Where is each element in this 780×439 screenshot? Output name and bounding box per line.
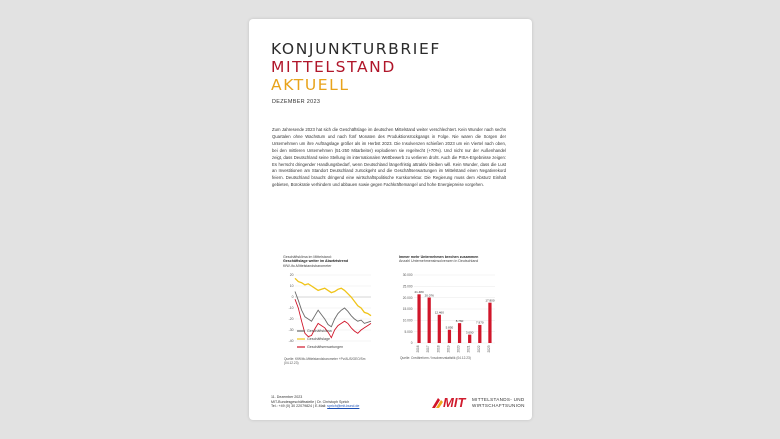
bar-chart-data-label: 12.460 (434, 310, 444, 315)
bar-chart-data-label: 7.970 (476, 320, 484, 325)
line-chart-y-tick-label: 0 (291, 295, 294, 300)
line-chart-heading (283, 255, 375, 268)
bar-chart-bar (438, 315, 441, 343)
bar-chart-category-label: 2017 (426, 345, 431, 353)
bar-chart-y-tick-label: 5.000 (404, 329, 413, 334)
line-chart-y-tick-label: 20 (289, 273, 294, 278)
logo-mark: MIT (443, 395, 466, 410)
mit-logo (431, 395, 527, 411)
bar-chart-caption: Anzahl Unternehmensinsolvenzen in Deutschland (399, 259, 479, 264)
line-chart-legend-label: Geschäftslage (307, 337, 330, 342)
bar-chart-svg (399, 267, 499, 355)
logo-text: MITTELSTANDS- UND WIRTSCHAFTSUNION (472, 397, 525, 408)
document-page (249, 19, 532, 420)
line-chart-subtitle: Geschäftslage weiter im Abwärtstrend (283, 259, 349, 264)
bar-chart-data-label: 3.690 (465, 330, 474, 335)
bar-chart-category-label: 2023 (486, 345, 491, 353)
bar-chart-bar (448, 330, 451, 343)
bar-chart-data-label: 21.480 (414, 290, 424, 295)
footer-contact (271, 395, 359, 409)
bar-chart-category-label: 2021 (466, 345, 471, 353)
issue-date: DEZEMBER 2023 (272, 99, 321, 105)
line-chart-legend-label: Geschäftsklima (307, 329, 332, 334)
line-chart-legend-label: Geschäftserwartungen (307, 345, 344, 350)
bar-chart-y-tick-label: 15.000 (402, 307, 413, 312)
bar-chart-bar (468, 335, 471, 343)
bar-chart-heading (399, 255, 499, 264)
bar-chart-data-label: 8.760 (455, 318, 464, 323)
bar-chart-bar (478, 325, 481, 343)
line-chart-y-tick-label: -20 (288, 317, 294, 322)
bar-chart-y-tick-label: 25.000 (402, 284, 413, 289)
line-chart-title: Geschäftsklima im Mittelstand: (283, 255, 332, 259)
footer-contact-line: Tel.: +49 (0) 30 22079824 | E-Mail: sprich@mit-bund.de (271, 404, 360, 408)
title-line-3: AKTUELL (271, 76, 350, 94)
bar-chart-source: Quelle: Creditreform / Insolvenzstatistik (04.12.23) (400, 356, 471, 360)
footer-email-link[interactable]: sprich@mit-bund.de (327, 404, 360, 408)
line-chart-y-tick-label: -30 (288, 328, 294, 333)
bar-chart-y-tick-label: 0 (410, 341, 413, 346)
bar-chart (399, 255, 499, 365)
bar-chart-category-label: 2019 (446, 345, 451, 353)
bar-chart-category-label: 2022 (476, 345, 481, 353)
bar-chart-y-tick-label: 30.000 (402, 273, 413, 278)
footer-date: 11. Dezember 2023 (271, 395, 303, 399)
body-paragraph: Zum Jahresende 2023 hat sich die Geschäftslage im deutschen Mittelstand weiter verschlechtert. Kein Wunder nach sechs Quartalen ohne Wachstum und nach fünf Monaten des Produktionsrückgangs in Folge. Nie waren die Sorgen der Unternehmen um ihre Auftragslage größer als im Herbst 2023. Die Insolvenzen schießen 2023 um ein Viertel nach oben, bei den mittleren Unternehmen (51-250 Mitarbeiter) explodieren sie regelrecht (+70%). Und nicht nur der Außenhandel zeigt, dass Deutschland seine Stellung im internationalen Wettbewerb zu verlieren droht. Auch die PISA-Ergebnisse zeigen: Es herrscht dringender Handlungsbedarf, wenn Deutschland längerfristig attraktiv bleiben will. Kein Wunder, dass die Lust an Investitionen am Standort Deutschland zurückgeht und die Geschäftserwartungen im Mittelstand einen Negativrekord feiern. Deutschland braucht dringend eine wirtschaftspolitische Kurskorrektur. Die Regierung muss dem Absturz Einhalt gebieten, Bürokratie verhindern und abbauen sowie gegen Fachkräftemangel und hohe Energiepreise vorgehen. (272, 127, 506, 188)
bar-chart-bar (488, 303, 491, 343)
bar-chart-bar (428, 297, 431, 343)
line-chart-y-tick-label: -10 (288, 306, 294, 311)
footer-office: MIT-Bundesgeschäftsstelle | Dr. Christoph Sprich (271, 399, 350, 404)
bar-chart-category-label: 2018 (436, 345, 441, 353)
line-chart-svg (283, 271, 375, 357)
title-line-2: MITTELSTAND (271, 58, 396, 76)
bar-chart-bar (458, 323, 461, 343)
line-chart-source: Quelle: KfW/ifo-Mittelstandsbarometer +Pv/AUS/GEO/Sm (04.12.23) (284, 357, 366, 365)
bar-chart-data-label: 20.076 (424, 293, 434, 298)
title-line-1: KONJUNKTURBRIEF (271, 40, 441, 58)
line-chart (283, 255, 375, 365)
line-chart-y-tick-label: -40 (288, 339, 294, 344)
line-chart-series-0 (295, 292, 371, 327)
bar-chart-data-label: 17.800 (485, 298, 495, 303)
line-chart-y-tick-label: 10 (289, 284, 294, 289)
bar-chart-bar (417, 294, 420, 343)
bar-chart-category-label: 2020 (456, 345, 461, 353)
bar-chart-y-tick-label: 10.000 (402, 318, 413, 323)
bar-chart-title: Immer mehr Unternehmen brechen zusammen (399, 255, 479, 259)
bar-chart-y-tick-label: 20.000 (402, 295, 413, 300)
line-chart-caption: KfW-ifo-Mittelstandsbarometer (283, 263, 332, 268)
bar-chart-category-label: 2016 (416, 345, 421, 353)
bar-chart-data-label: 5.850 (445, 325, 454, 330)
